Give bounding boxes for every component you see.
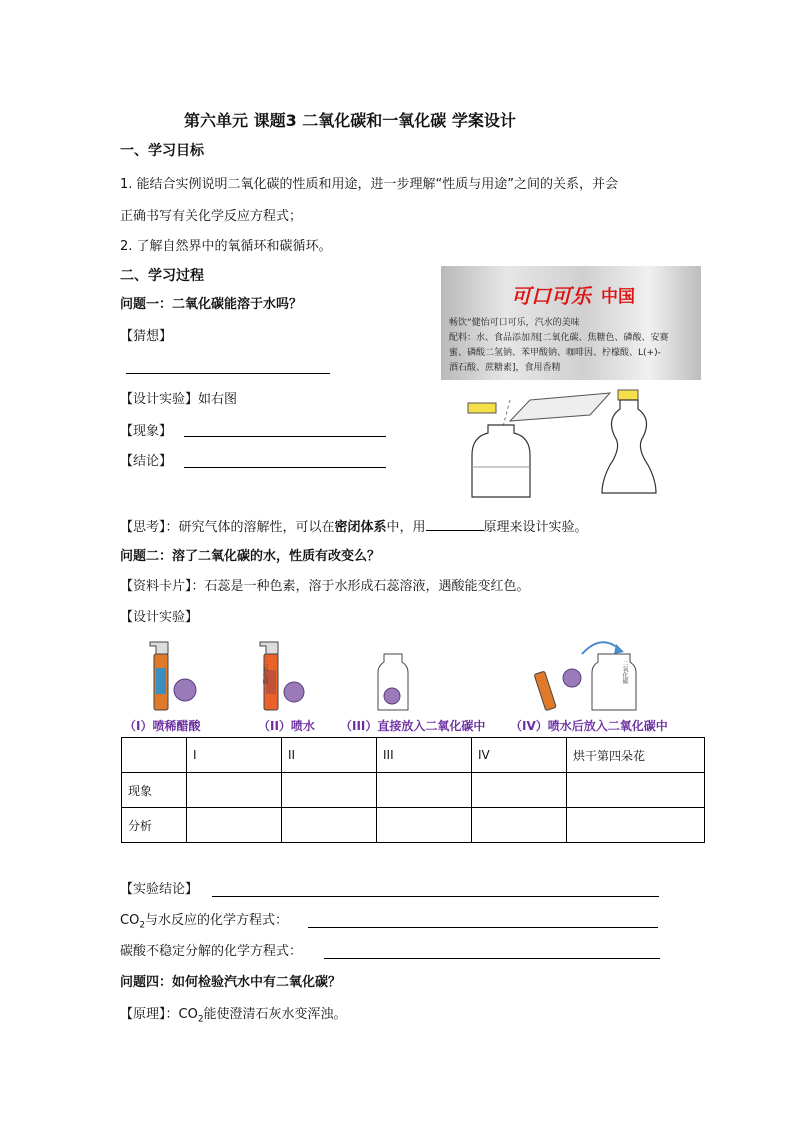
q4-principle-b: 能使澄清石灰水变浑浊。 [203, 1007, 347, 1022]
jar-4-icon [592, 654, 636, 710]
bottles-figure [450, 385, 690, 500]
results-eq1-blank[interactable] [308, 927, 658, 928]
results-conclusion: 【实验结论】 [120, 882, 199, 897]
jar-4-label: 二氧化碳 [621, 660, 628, 684]
q1-think-c: 中，用 [386, 520, 426, 535]
table-cell[interactable] [377, 773, 472, 808]
results-eq2-blank[interactable] [324, 958, 660, 959]
table-row [122, 808, 705, 843]
q2-design: 【设计实验】 [120, 610, 199, 625]
table-header-cell: II [282, 738, 377, 773]
table-row [122, 773, 705, 808]
q4-principle [120, 1006, 347, 1029]
caption-2: （II）喷水 [258, 719, 315, 733]
table-cell[interactable] [282, 808, 377, 843]
table-row-label: 现象 [122, 773, 187, 808]
caption-4: （IV）喷水后放入二氧化碳中 [510, 719, 668, 733]
table-cell[interactable] [282, 773, 377, 808]
q1-conclusion-blank[interactable] [184, 467, 386, 468]
cola-ingredients [449, 316, 669, 376]
table-header-cell: III [377, 738, 472, 773]
table-cell[interactable] [567, 773, 705, 808]
jar-3-label: 二氧化碳 [261, 660, 268, 684]
q1-phenomenon-blank[interactable] [184, 436, 386, 437]
table-header-cell: I [187, 738, 282, 773]
q2-title: 问题二：溶了二氧化碳的水，性质有改变么？ [120, 549, 381, 564]
experiment-figure [140, 632, 680, 714]
cola-line-4: 酒石酸、蔗糖素]，食用香精 [449, 363, 561, 373]
q2-card: 【资料卡片】：石蕊是一种色素，溶于水形成石蕊溶液，遇酸能变红色。 [120, 579, 530, 594]
flower-1-icon [174, 679, 196, 701]
bottle-1-icon [472, 425, 530, 497]
page-title: 第六单元 课题3 二氧化碳和一氧化碳 学案设计 [184, 111, 516, 130]
q4-principle-sub: 2 [197, 1014, 204, 1025]
paper-icon [510, 393, 610, 421]
q1-conclusion: 【结论】 [120, 454, 173, 469]
results-eq1 [120, 912, 288, 935]
goal-1-line-1: 1. 能结合实例说明二氧化碳的性质和用途，进一步理解“性质与用途”之间的关系，并会 [120, 177, 619, 192]
arrow-icon [582, 642, 618, 654]
cola-label-photo [441, 266, 701, 380]
bottle-2-icon [602, 400, 656, 493]
q4-title: 问题四：如何检验汽水中有二氧化碳？ [120, 975, 342, 990]
eq1-text: 与水反应的化学方程式： [145, 913, 289, 928]
q1-design: 【设计实验】如右图 [120, 392, 238, 407]
q1-think-d: 原理来设计实验。 [483, 520, 588, 535]
cap-2-icon [618, 390, 638, 400]
goal-2: 2. 了解自然界中的氧循环和碳循环。 [120, 239, 332, 254]
flower-2-icon [284, 682, 304, 702]
table-header-cell: IV [472, 738, 567, 773]
q1-phenomenon: 【现象】 [120, 424, 173, 439]
flower-3-icon [384, 688, 400, 704]
cola-country-text: 中国 [601, 287, 635, 307]
q1-title: 问题一：二氧化碳能溶于水吗？ [120, 297, 303, 312]
table-cell[interactable] [472, 808, 567, 843]
table-cell[interactable] [187, 808, 282, 843]
caption-1: （I）喷稀醋酸 [124, 719, 201, 733]
goal-1-line-2: 正确书写有关化学反应方程式； [120, 209, 303, 224]
cola-line-2: 配料：水、食品添加剂[二氧化碳、焦糖色、磷酸、安赛 [449, 333, 669, 343]
results-eq2: 碳酸不稳定分解的化学方程式： [120, 944, 303, 959]
table-cell[interactable] [187, 773, 282, 808]
spray-bottle-4-icon [534, 671, 556, 711]
table-cell[interactable] [472, 773, 567, 808]
results-conclusion-blank[interactable] [212, 896, 659, 897]
table-header-cell: 烘干第四朵花 [567, 738, 705, 773]
table-row-label: 分析 [122, 808, 187, 843]
table-cell[interactable] [377, 808, 472, 843]
q1-guess: 【猜想】 [120, 329, 173, 344]
q1-think-a: 【思考】：研究气体的溶解性，可以在 [120, 520, 335, 535]
table-cell[interactable] [567, 808, 705, 843]
spray-bottle-1-icon [150, 642, 168, 710]
section-process: 二、学习过程 [120, 268, 204, 284]
cola-line-1: 畅饮“健怡可口可乐，汽水的美味 [449, 318, 580, 328]
q4-principle-a: 【原理】：CO [120, 1007, 198, 1022]
q1-think [120, 518, 588, 537]
cola-brand-text: 可口可乐 [511, 284, 591, 308]
cap-1-icon [468, 403, 496, 413]
eq1-sub: 2 [139, 920, 146, 931]
q1-think-bold: 密闭体系 [334, 520, 387, 535]
caption-3: （III）直接放入二氧化碳中 [340, 719, 486, 733]
q1-think-blank[interactable] [426, 518, 484, 531]
table-header-cell [122, 738, 187, 773]
section-goals: 一、学习目标 [120, 143, 204, 159]
flower-4-icon [563, 669, 581, 687]
results-table [121, 737, 705, 843]
q1-guess-blank[interactable] [126, 373, 330, 374]
eq1-co: CO [120, 913, 140, 928]
table-header-row [122, 738, 705, 773]
cola-line-3: 蜜、磷酸二氢钠、苯甲酸钠、咖啡因、柠檬酸、L(+)- [449, 348, 661, 358]
